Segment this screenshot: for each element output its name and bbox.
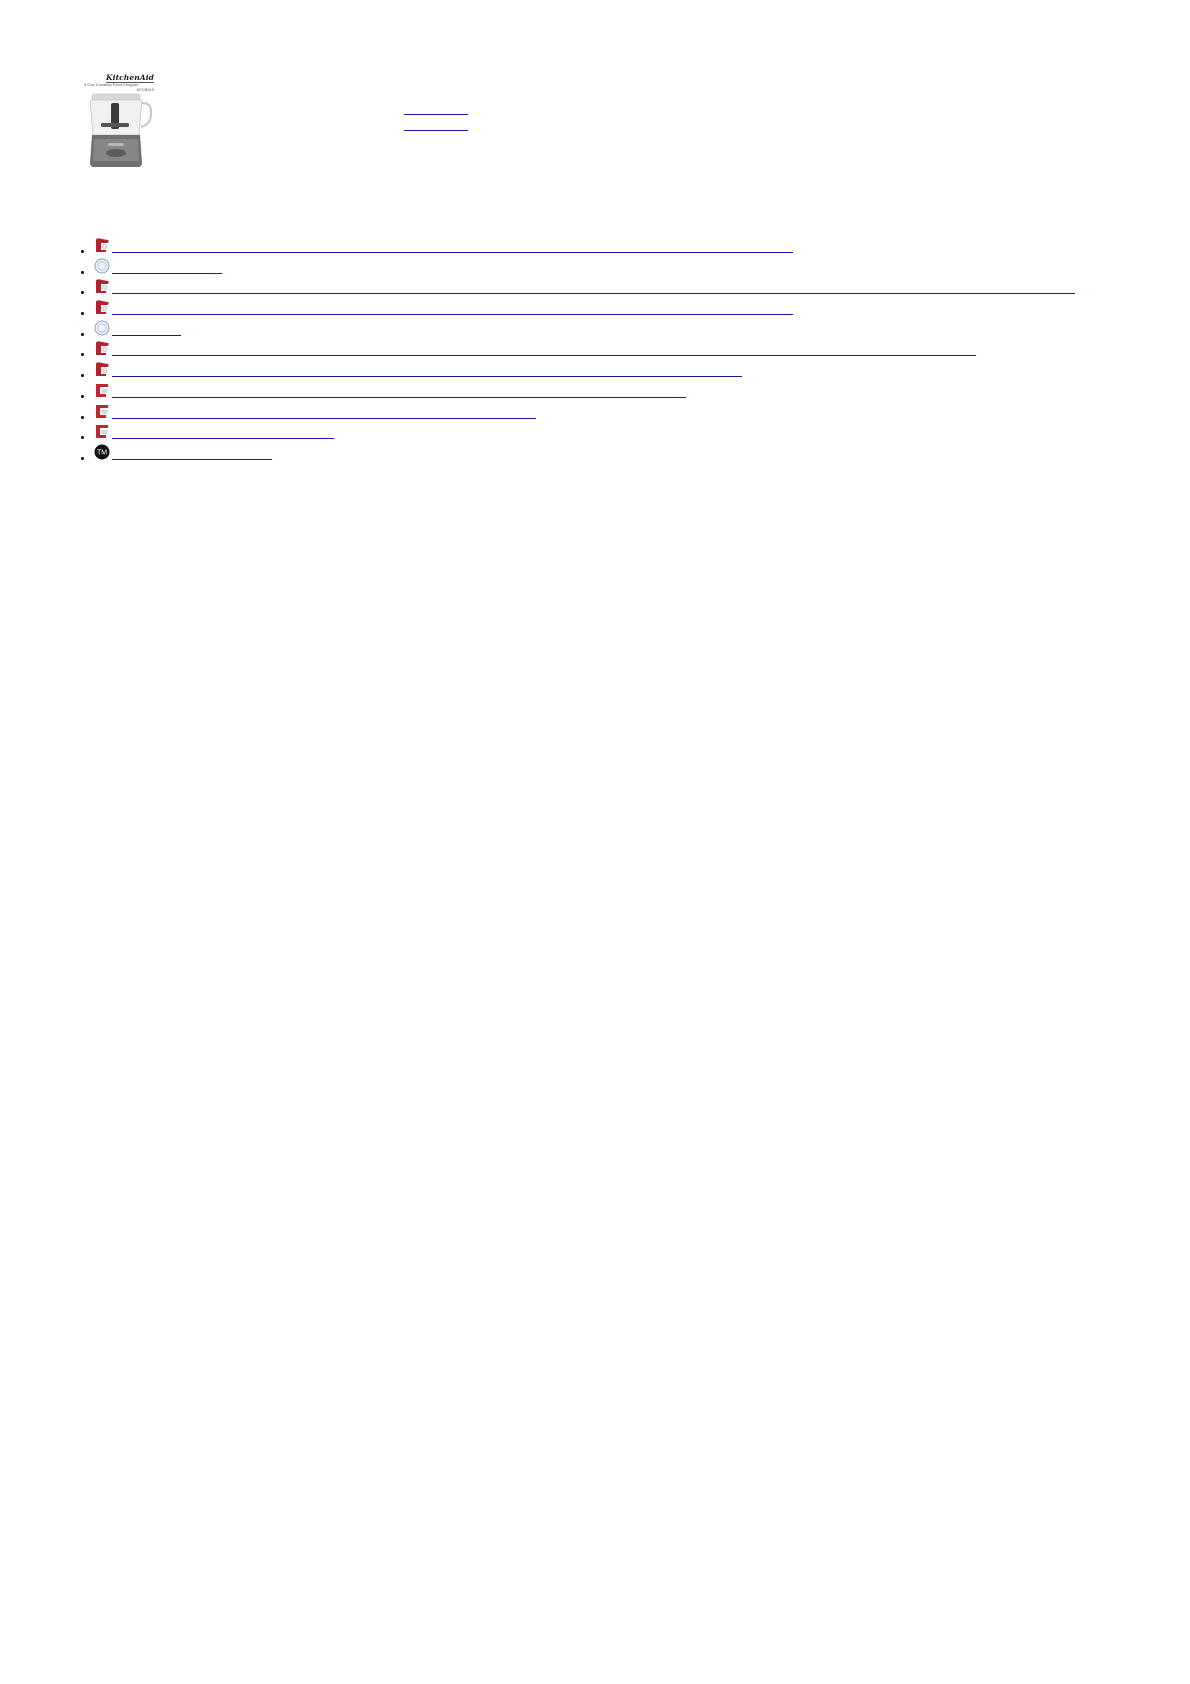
bullet-icon bbox=[81, 250, 84, 253]
header-link-1[interactable] bbox=[404, 104, 468, 115]
bullet-icon bbox=[81, 374, 84, 377]
bullet-icon bbox=[81, 333, 84, 336]
red-stand-mixer-icon[interactable] bbox=[94, 278, 110, 294]
red-stand-mixer-icon[interactable] bbox=[94, 237, 110, 253]
bullet-icon bbox=[81, 353, 84, 356]
bullet-icon bbox=[81, 416, 84, 419]
related-manual-link-2[interactable] bbox=[112, 262, 222, 274]
red-mixer-bowl-icon[interactable] bbox=[94, 403, 110, 419]
related-manual-link-4[interactable] bbox=[112, 303, 793, 315]
related-manual-link-3[interactable] bbox=[112, 282, 1075, 294]
related-manual-link-9[interactable] bbox=[112, 407, 536, 419]
related-manual-link-8[interactable] bbox=[112, 386, 686, 398]
related-manual-link-11[interactable] bbox=[112, 448, 272, 460]
red-mixer-bowl-icon[interactable] bbox=[94, 423, 110, 439]
brand-logo: KitchenAid bbox=[106, 73, 154, 82]
header-link-2[interactable] bbox=[404, 120, 468, 131]
product-caption: 5 Cup Cordless Food Chopper bbox=[84, 82, 139, 87]
bullet-icon bbox=[81, 457, 84, 460]
red-stand-mixer-icon[interactable] bbox=[94, 299, 110, 315]
product-model: KFCB519 bbox=[136, 87, 154, 92]
bullet-icon bbox=[81, 436, 84, 439]
blue-plate-icon[interactable] bbox=[94, 320, 110, 336]
bullet-icon bbox=[81, 291, 84, 294]
red-mixer-bowl-icon[interactable] bbox=[94, 382, 110, 398]
bullet-icon bbox=[81, 271, 84, 274]
related-manual-link-10[interactable] bbox=[112, 427, 334, 439]
blue-plate-icon[interactable] bbox=[94, 258, 110, 274]
bullet-icon bbox=[81, 312, 84, 315]
tm-badge-icon[interactable] bbox=[94, 444, 110, 460]
related-manual-link-1[interactable] bbox=[112, 241, 793, 253]
bullet-icon bbox=[81, 395, 84, 398]
red-stand-mixer-icon[interactable] bbox=[94, 361, 110, 377]
food-chopper-image bbox=[84, 93, 154, 169]
related-manual-link-5[interactable] bbox=[112, 324, 181, 336]
svg-text:TM: TM bbox=[96, 449, 108, 457]
related-manual-link-6[interactable] bbox=[112, 344, 976, 356]
related-manual-link-7[interactable] bbox=[112, 365, 742, 377]
product-header bbox=[84, 73, 154, 169]
red-stand-mixer-icon[interactable] bbox=[94, 340, 110, 356]
